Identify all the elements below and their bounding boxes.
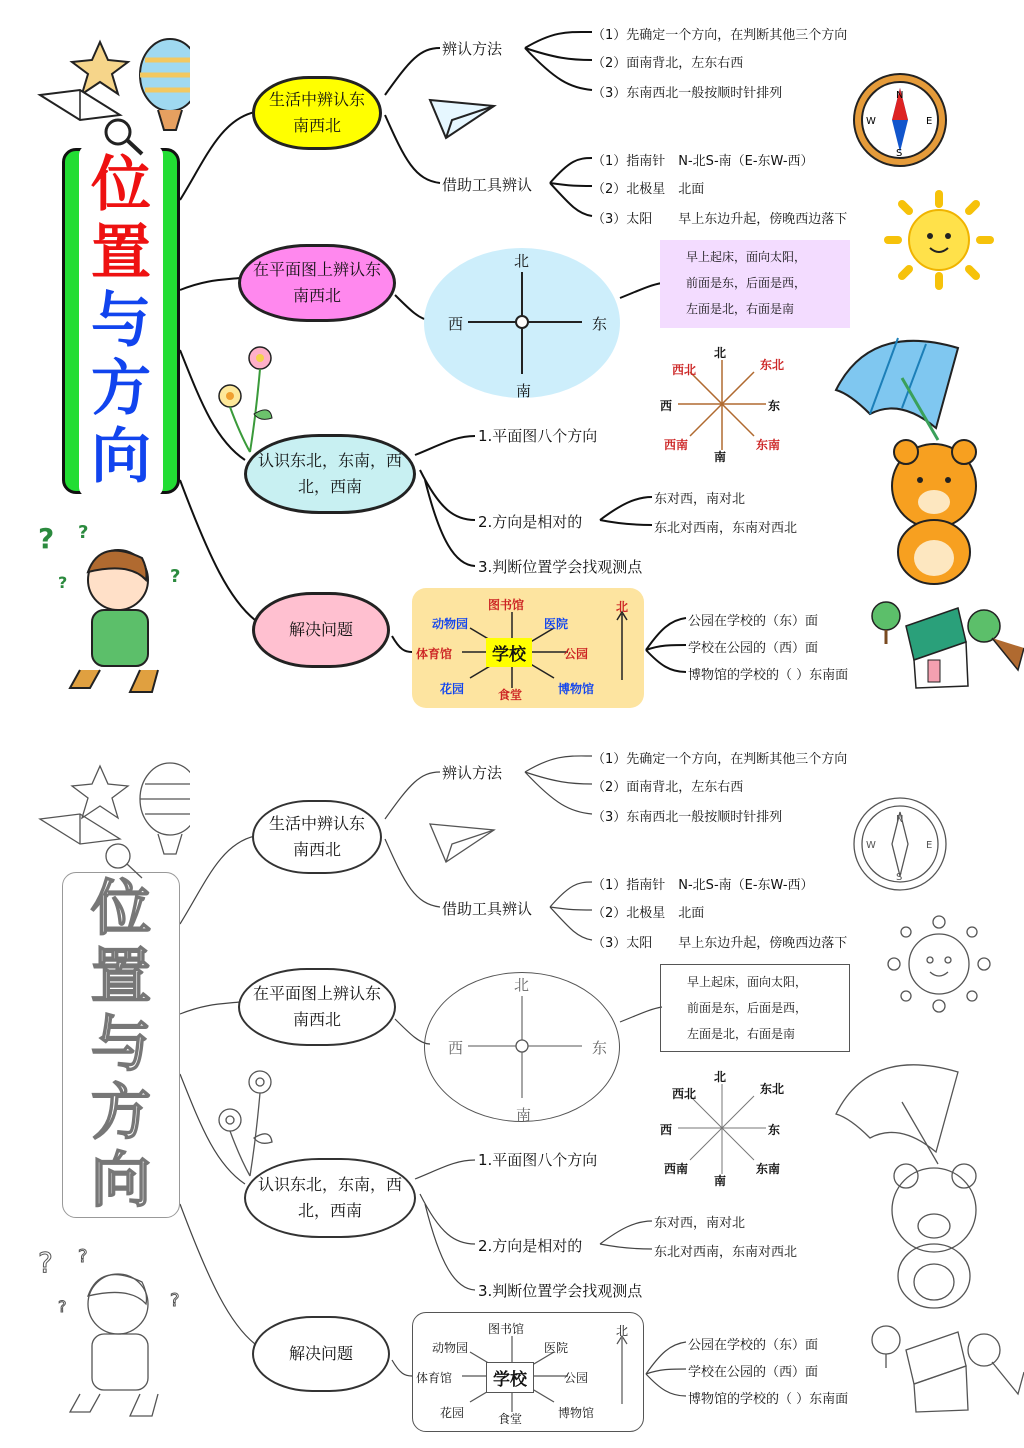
svg-text:?: ? (78, 1246, 88, 1267)
svg-text:?: ? (78, 522, 89, 543)
map-gym: 体育馆 (416, 1371, 453, 1385)
map-center-school: 学校 (486, 1362, 534, 1393)
title-char: 方 (91, 1078, 151, 1148)
method-item: （2）面南背北，左东右西 (592, 56, 744, 71)
method-item: （2）面南背北，左东右西 (592, 780, 744, 795)
cross-north: 北 (514, 252, 530, 270)
mindmap-outline (0, 724, 1024, 1448)
rose-ne: 东北 (760, 1082, 785, 1096)
title-char: 方 (91, 354, 151, 424)
map-library: 图书馆 (488, 1322, 525, 1336)
relative-sub: 东对西，南对北 (654, 492, 746, 507)
title-char: 向 (91, 422, 151, 492)
rose-n: 北 (714, 1070, 727, 1084)
branch-solve-problems: 解决问题 (252, 592, 390, 668)
title-char: 置 (91, 942, 151, 1012)
compass-e: E (926, 840, 933, 851)
cross-south: 南 (516, 382, 532, 400)
map-canteen: 食堂 (498, 688, 523, 702)
map-garden: 花园 (440, 682, 465, 696)
map-hospital: 医院 (544, 1341, 569, 1355)
method-item: （3）东南西北一般按顺时针排列 (592, 86, 783, 101)
branch-solve-problems: 解决问题 (252, 1316, 390, 1392)
rose-s: 南 (714, 450, 727, 464)
paper-plane-icon (428, 96, 498, 142)
branch-intercardinal: 认识东北，东南，西北，西南 (244, 1158, 416, 1238)
title-char: 向 (91, 1146, 151, 1216)
title-char: 与 (91, 286, 151, 356)
rose-ne: 东北 (760, 358, 785, 372)
compass-e: E (926, 116, 933, 127)
method-label: 辨认方法 (442, 40, 503, 58)
rose-w: 西 (660, 1123, 673, 1137)
map-library: 图书馆 (488, 598, 525, 612)
relative-sub: 东对西，南对北 (654, 1216, 746, 1231)
intercardinal-item3: 3.判断位置学会找观测点 (478, 1282, 643, 1300)
title-box (62, 148, 180, 494)
compass-s: S (896, 872, 903, 883)
problem-question: 公园在学校的（东）面 (688, 614, 819, 629)
sun-note-box (660, 964, 850, 1052)
method-item: （3）东南西北一般按顺时针排列 (592, 810, 783, 825)
compass-icon (848, 790, 952, 894)
rose-e: 东 (768, 1123, 781, 1137)
problem-question: 公园在学校的（东）面 (688, 1338, 819, 1353)
compass-w: W (866, 840, 876, 851)
branch-life-directions: 生活中辨认东南西北 (252, 800, 382, 874)
cross-north: 北 (514, 976, 530, 994)
branch-life-directions: 生活中辨认东南西北 (252, 76, 382, 150)
cross-west: 西 (448, 315, 464, 333)
map-gym: 体育馆 (416, 647, 453, 661)
cross-east: 东 (592, 315, 608, 333)
relative-sub: 东北对西南，东南对西北 (654, 521, 798, 536)
svg-text:?: ? (58, 573, 68, 592)
cross-east: 东 (592, 1039, 608, 1057)
umbrella-bear-icon (830, 1042, 1024, 1314)
method-item: （1）先确定一个方向，在判断其他三个方向 (592, 28, 848, 43)
svg-text:?: ? (38, 1246, 53, 1279)
sun-note-box (660, 240, 850, 328)
tools-item: （3）太阳 早上东边升起，傍晚西边落下 (592, 936, 848, 951)
tools-item: （1）指南针 N-北S-南（E-东W-西） (592, 878, 814, 893)
problem-question: 博物馆的学校的（ ）东南面 (688, 668, 849, 683)
map-zoo: 动物园 (432, 1341, 469, 1355)
rose-e: 东 (768, 399, 781, 413)
note-line: 左面是北，右面是南 (687, 1027, 796, 1041)
map-zoo: 动物园 (432, 617, 469, 631)
title-inner (79, 145, 163, 497)
compass-n: N (896, 90, 904, 101)
cross-south: 南 (516, 1106, 532, 1124)
tools-label: 借助工具辨认 (442, 900, 533, 918)
title-char: 位 (91, 150, 151, 220)
map-north: 北 (616, 1324, 629, 1338)
compass-w: W (866, 116, 876, 127)
tools-label: 借助工具辨认 (442, 176, 533, 194)
sun-icon (884, 190, 994, 290)
compass-icon (848, 66, 952, 170)
title-char: 置 (91, 218, 151, 288)
branch-map-directions: 在平面图上辨认东南西北 (238, 244, 396, 322)
house-trees-icon (866, 1322, 1024, 1418)
intercardinal-item2: 2.方向是相对的 (478, 1237, 583, 1255)
rose-se: 东南 (756, 1162, 781, 1176)
intercardinal-item1: 1.平面图八个方向 (478, 427, 598, 445)
title-box (62, 872, 180, 1218)
map-park: 公园 (564, 1371, 589, 1385)
method-label: 辨认方法 (442, 764, 503, 782)
map-hospital: 医院 (544, 617, 569, 631)
map-park: 公园 (564, 647, 589, 661)
rose-sw: 西南 (664, 1162, 689, 1176)
flowers-icon (210, 344, 282, 454)
rose-nw: 西北 (672, 1087, 697, 1101)
house-trees-icon (866, 598, 1024, 694)
rose-s: 南 (714, 1174, 727, 1188)
branch-map-directions: 在平面图上辨认东南西北 (238, 968, 396, 1046)
relative-sub: 东北对西南，东南对西北 (654, 1245, 798, 1260)
title-char: 与 (91, 1010, 151, 1080)
intercardinal-item1: 1.平面图八个方向 (478, 1151, 598, 1169)
rose-w: 西 (660, 399, 673, 413)
rose-se: 东南 (756, 438, 781, 452)
note-line: 早上起床，面向太阳， (686, 250, 807, 264)
map-north: 北 (616, 600, 629, 614)
cross-west: 西 (448, 1039, 464, 1057)
tools-item: （3）太阳 早上东边升起，傍晚西边落下 (592, 212, 848, 227)
tools-item: （2）北极星 北面 (592, 906, 705, 921)
tools-item: （2）北极星 北面 (592, 182, 705, 197)
paper-plane-icon (428, 820, 498, 866)
thinking-boy-icon (30, 1234, 180, 1434)
map-canteen: 食堂 (498, 1412, 523, 1426)
svg-text:?: ? (58, 1297, 67, 1316)
compass-s: S (896, 148, 903, 159)
intercardinal-item2: 2.方向是相对的 (478, 513, 583, 531)
sun-icon (884, 914, 994, 1014)
rose-n: 北 (714, 346, 727, 360)
star-balloon-book-icon (30, 20, 190, 160)
map-museum: 博物馆 (558, 1406, 595, 1420)
rose-sw: 西南 (664, 438, 689, 452)
note-line: 前面是东，后面是西， (687, 1001, 808, 1015)
star-balloon-book-icon (30, 744, 190, 884)
svg-text:?: ? (170, 1290, 180, 1311)
note-line: 左面是北，右面是南 (686, 302, 795, 316)
svg-text:?: ? (170, 566, 180, 587)
flowers-icon (210, 1068, 282, 1178)
svg-text:?: ? (38, 522, 55, 555)
method-item: （1）先确定一个方向，在判断其他三个方向 (592, 752, 848, 767)
tools-item: （1）指南针 N-北S-南（E-东W-西） (592, 154, 814, 169)
compass-n: N (896, 814, 904, 825)
map-museum: 博物馆 (558, 682, 595, 696)
problem-question: 学校在公园的（西）面 (688, 1365, 819, 1380)
note-line: 前面是东，后面是西， (686, 276, 807, 290)
rose-nw: 西北 (672, 363, 697, 377)
problem-question: 博物馆的学校的（ ）东南面 (688, 1392, 849, 1407)
umbrella-bear-icon (830, 318, 1024, 590)
branch-intercardinal: 认识东北，东南，西北，西南 (244, 434, 416, 514)
intercardinal-item3: 3.判断位置学会找观测点 (478, 558, 643, 576)
thinking-boy-icon (30, 510, 180, 710)
title-char: 位 (91, 874, 151, 944)
map-garden: 花园 (440, 1406, 465, 1420)
note-line: 早上起床，面向太阳， (687, 975, 808, 989)
map-center-school: 学校 (486, 638, 532, 667)
problem-question: 学校在公园的（西）面 (688, 641, 819, 656)
